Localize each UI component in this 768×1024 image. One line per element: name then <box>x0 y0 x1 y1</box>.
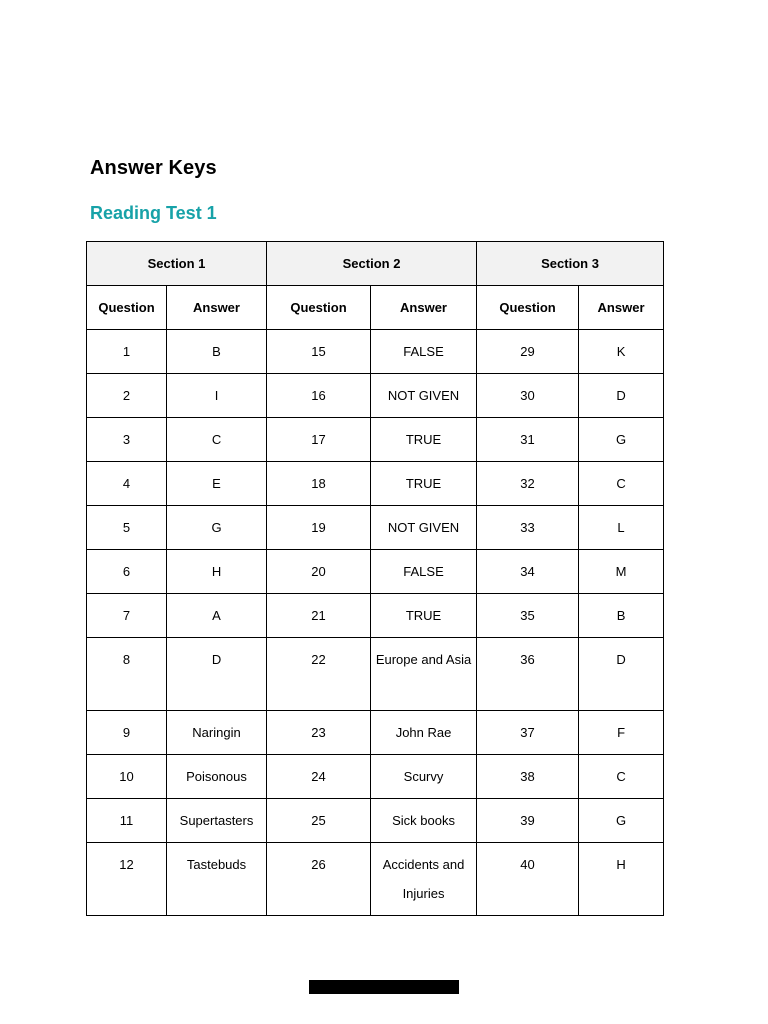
question-number-cell <box>87 418 167 462</box>
table-row <box>87 418 664 462</box>
answer-cell <box>167 638 267 711</box>
question-number: 9 <box>122 725 131 740</box>
answer-text: B <box>616 608 626 623</box>
answer-cell <box>579 506 664 550</box>
answer-cell <box>371 799 477 843</box>
section-header: Section 2 <box>267 242 477 286</box>
answer-text: Accidents and Injuries <box>382 857 465 901</box>
answer-key-table <box>86 241 664 916</box>
question-number-cell <box>477 462 579 506</box>
answer-cell <box>167 550 267 594</box>
question-number: 23 <box>311 725 326 740</box>
answer-text: G <box>615 813 627 828</box>
column-header: Question <box>267 286 371 330</box>
answer-cell <box>167 799 267 843</box>
question-number-cell <box>267 638 371 711</box>
question-number: 34 <box>520 564 535 579</box>
column-header: Answer <box>579 286 664 330</box>
question-number-cell <box>267 843 371 916</box>
question-number: 20 <box>311 564 326 579</box>
answer-text: C <box>211 432 222 447</box>
question-number: 15 <box>311 344 326 359</box>
answer-text: K <box>616 344 626 359</box>
answer-text: A <box>212 608 221 623</box>
section-header: Section 3 <box>477 242 664 286</box>
question-number: 16 <box>311 388 326 403</box>
column-header: Answer <box>167 286 267 330</box>
question-number: 8 <box>122 652 131 667</box>
question-number: 3 <box>122 432 131 447</box>
question-number: 18 <box>311 476 326 491</box>
question-number: 7 <box>122 608 131 623</box>
question-number-cell <box>87 711 167 755</box>
answer-cell <box>167 462 267 506</box>
answer-cell <box>167 755 267 799</box>
answer-cell <box>167 374 267 418</box>
question-number: 12 <box>119 857 134 872</box>
question-number: 37 <box>520 725 535 740</box>
question-number-cell <box>87 330 167 374</box>
column-header-row <box>87 286 664 330</box>
answer-text: TRUE <box>405 476 442 491</box>
answer-cell <box>371 843 477 916</box>
answer-cell <box>579 594 664 638</box>
table-row <box>87 330 664 374</box>
answer-text: C <box>616 476 626 491</box>
answer-text: E <box>212 476 221 491</box>
question-number: 22 <box>311 652 326 667</box>
question-number-cell <box>267 711 371 755</box>
question-number: 29 <box>520 344 535 359</box>
question-number-cell <box>87 550 167 594</box>
table-row <box>87 843 664 916</box>
section-header: Section 1 <box>87 242 267 286</box>
question-number-cell <box>267 330 371 374</box>
question-number-cell <box>477 711 579 755</box>
answer-cell <box>371 330 477 374</box>
answer-text: Sick books <box>392 813 455 828</box>
question-number: 26 <box>311 857 326 872</box>
question-number-cell <box>477 594 579 638</box>
answer-cell <box>167 418 267 462</box>
answer-text: John Rae <box>395 725 452 740</box>
question-number-cell <box>477 755 579 799</box>
question-number-cell <box>267 755 371 799</box>
section-header-row <box>87 242 664 286</box>
answer-text: Scurvy <box>403 769 444 784</box>
table-row <box>87 594 664 638</box>
question-number-cell <box>87 506 167 550</box>
question-number-cell <box>477 330 579 374</box>
question-number: 1 <box>122 344 131 359</box>
question-number: 31 <box>520 432 535 447</box>
answer-rows <box>87 330 664 916</box>
answer-text: D <box>616 388 626 403</box>
table-row <box>87 755 664 799</box>
table-row <box>87 638 664 711</box>
question-number-cell <box>477 418 579 462</box>
question-number-cell <box>477 799 579 843</box>
answer-text: H <box>211 564 222 579</box>
table-row <box>87 799 664 843</box>
answer-cell <box>579 755 664 799</box>
answer-cell <box>371 506 477 550</box>
question-number: 17 <box>311 432 326 447</box>
question-number: 36 <box>520 652 535 667</box>
answer-text: D <box>211 652 222 667</box>
answer-text: G <box>211 520 222 535</box>
answer-cell <box>371 638 477 711</box>
answer-cell <box>167 711 267 755</box>
table-row <box>87 711 664 755</box>
page-title: Answer Keys <box>90 157 217 179</box>
answer-text: Naringin <box>192 725 241 740</box>
question-number-cell <box>267 418 371 462</box>
answer-cell <box>579 638 664 711</box>
question-number-cell <box>267 506 371 550</box>
question-number: 30 <box>520 388 535 403</box>
answer-cell <box>579 799 664 843</box>
answer-text: F <box>617 725 626 740</box>
answer-cell <box>579 550 664 594</box>
question-number: 38 <box>520 769 535 784</box>
question-number: 24 <box>311 769 326 784</box>
question-number: 39 <box>520 813 535 828</box>
answer-cell <box>579 462 664 506</box>
question-number: 10 <box>119 769 134 784</box>
table-row <box>87 374 664 418</box>
question-number-cell <box>267 799 371 843</box>
table-row <box>87 550 664 594</box>
answer-text: M <box>615 564 627 579</box>
question-number: 6 <box>122 564 131 579</box>
answer-text: TRUE <box>405 432 442 447</box>
question-number: 32 <box>520 476 535 491</box>
question-number: 21 <box>311 608 326 623</box>
question-number-cell <box>267 550 371 594</box>
answer-text: B <box>212 344 221 359</box>
answer-cell <box>167 330 267 374</box>
answer-text: G <box>615 432 627 447</box>
answer-cell <box>371 594 477 638</box>
answer-cell <box>579 374 664 418</box>
question-number-cell <box>87 374 167 418</box>
answer-text: I <box>214 388 219 403</box>
question-number-cell <box>267 462 371 506</box>
answer-cell <box>371 418 477 462</box>
answer-text: Tastebuds <box>186 857 247 872</box>
table-row <box>87 462 664 506</box>
answer-cell <box>579 711 664 755</box>
question-number-cell <box>87 594 167 638</box>
table-row <box>87 506 664 550</box>
question-number-cell <box>477 843 579 916</box>
question-number: 2 <box>122 388 131 403</box>
answer-cell <box>371 550 477 594</box>
question-number: 4 <box>122 476 131 491</box>
question-number: 5 <box>122 520 131 535</box>
question-number-cell <box>477 506 579 550</box>
question-number-cell <box>477 374 579 418</box>
answer-text: Poisonous <box>186 769 247 784</box>
question-number-cell <box>477 550 579 594</box>
answer-text: H <box>616 857 626 872</box>
question-number-cell <box>87 462 167 506</box>
answer-text: Europe and Asia <box>375 652 472 667</box>
answer-text: Supertasters <box>179 813 254 828</box>
question-number-cell <box>477 638 579 711</box>
question-number: 19 <box>311 520 326 535</box>
page-subtitle: Reading Test 1 <box>90 203 217 223</box>
question-number: 25 <box>311 813 326 828</box>
answer-cell <box>579 330 664 374</box>
column-header: Question <box>87 286 167 330</box>
question-number: 40 <box>520 857 535 872</box>
answer-cell <box>371 755 477 799</box>
question-number-cell <box>87 799 167 843</box>
question-number-cell <box>267 594 371 638</box>
answer-text: TRUE <box>405 608 442 623</box>
answer-text: L <box>617 520 625 535</box>
answer-text: NOT GIVEN <box>387 388 460 403</box>
answer-cell <box>371 374 477 418</box>
page-footer-bar <box>309 980 459 994</box>
answer-cell <box>371 711 477 755</box>
answer-cell <box>167 843 267 916</box>
column-header: Answer <box>371 286 477 330</box>
answer-text: C <box>616 769 626 784</box>
column-header: Question <box>477 286 579 330</box>
question-number-cell <box>267 374 371 418</box>
question-number-cell <box>87 755 167 799</box>
answer-cell <box>579 843 664 916</box>
answer-cell <box>167 594 267 638</box>
answer-cell <box>167 506 267 550</box>
answer-text: FALSE <box>403 564 444 579</box>
answer-text: D <box>616 652 626 667</box>
question-number: 11 <box>119 813 134 828</box>
answer-text: FALSE <box>403 344 444 359</box>
question-number-cell <box>87 638 167 711</box>
question-number: 33 <box>520 520 535 535</box>
question-number-cell <box>87 843 167 916</box>
answer-text: NOT GIVEN <box>387 520 460 535</box>
answer-cell <box>371 462 477 506</box>
answer-cell <box>579 418 664 462</box>
question-number: 35 <box>520 608 535 623</box>
